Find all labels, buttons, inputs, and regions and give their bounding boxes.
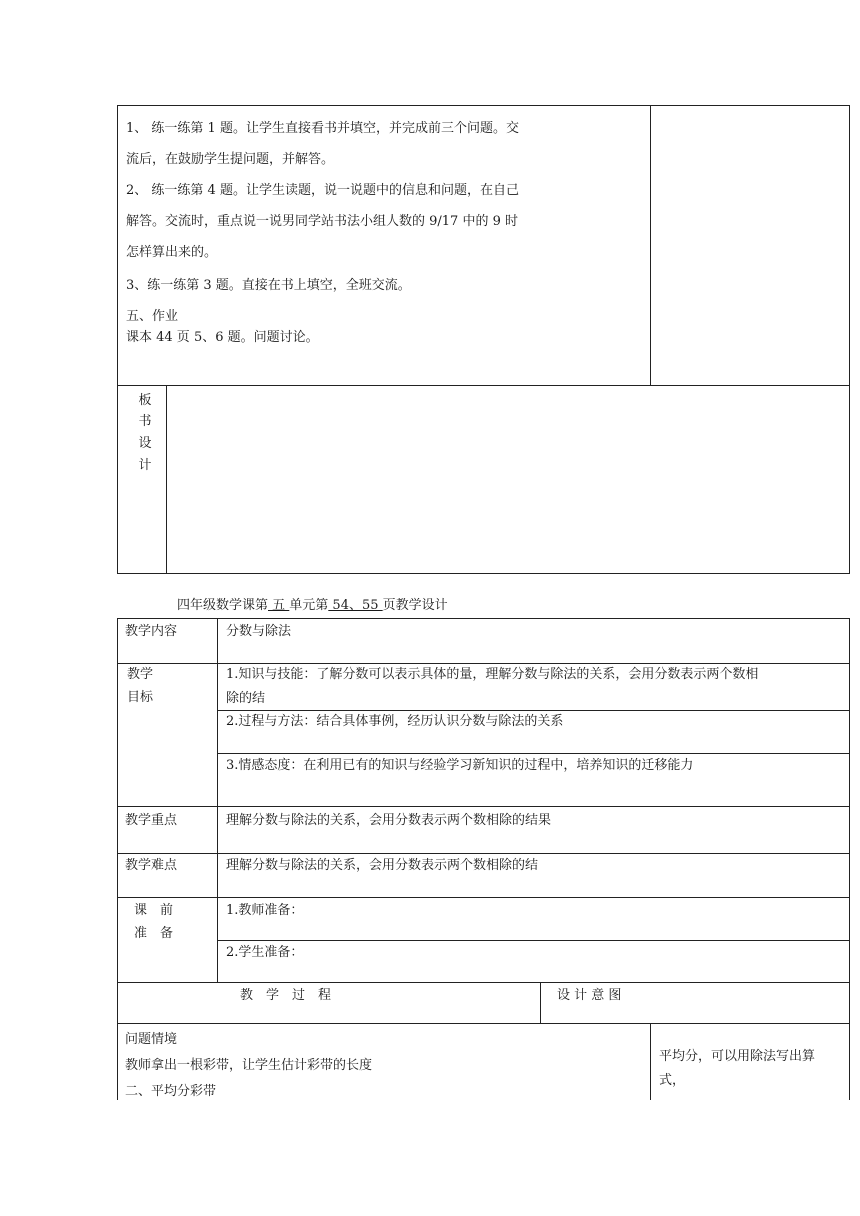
row-line xyxy=(117,897,850,898)
process-line: 教师拿出一根彩带，让学生估计彩带的长度 xyxy=(125,1058,373,1073)
board-label-char: 计 xyxy=(138,458,152,473)
column-line xyxy=(217,618,218,982)
prep-teacher: 1.教师准备： xyxy=(226,903,304,918)
heading-unit: 五 xyxy=(268,598,290,613)
heading-prefix: 四年级数学课第 xyxy=(177,598,269,613)
homework-text: 课本 44 页 5、6 题。问题讨论。 xyxy=(126,330,319,345)
exercise-line: 1、 练一练第 1 题。让学生直接看书并填空，并完成前三个问题。交 xyxy=(126,121,519,136)
prep-label: 准 备 xyxy=(134,926,174,941)
goal-knowledge-cont: 除的结 xyxy=(226,691,266,706)
board-label-char: 书 xyxy=(138,414,152,429)
row-line xyxy=(117,982,850,983)
row-line xyxy=(117,806,850,807)
row-line xyxy=(117,663,850,664)
lesson-heading xyxy=(177,598,448,614)
goal-knowledge: 1.知识与技能：了解分数可以表示具体的量，理解分数与除法的关系，会用分数表示两个数相 xyxy=(226,667,759,682)
exercise-line: 怎样算出来的。 xyxy=(126,245,218,260)
board-label-divider xyxy=(166,385,167,574)
row-line xyxy=(117,1023,850,1024)
top-intent-divider xyxy=(650,105,651,386)
board-label-char: 板 xyxy=(138,393,152,408)
row-line xyxy=(117,853,850,854)
homework-heading: 五、作业 xyxy=(126,309,179,324)
heading-middle: 单元第 xyxy=(289,598,329,613)
exercise-line: 2、 练一练第 4 题。让学生读题，说一说题中的信息和问题，在自己 xyxy=(126,183,519,198)
prep-label: 课 前 xyxy=(134,903,174,918)
row-line xyxy=(217,940,850,941)
exercise-line: 流后，在鼓励学生提问题，并解答。 xyxy=(126,152,335,167)
process-line: 二、平均分彩带 xyxy=(125,1084,217,1099)
key-point-label: 教学重点 xyxy=(125,813,178,828)
row-line xyxy=(117,618,850,619)
exercise-line: 解答。交流时，重点说一说男同学站书法小组人数的 9/17 中的 9 时 xyxy=(126,214,518,229)
intent-text: 式， xyxy=(659,1073,686,1088)
difficulty-value: 理解分数与除法的关系，会用分数表示两个数相除的结 xyxy=(226,858,539,873)
goals-label: 目标 xyxy=(127,690,154,705)
content-label: 教学内容 xyxy=(125,624,178,639)
process-line: 问题情境 xyxy=(125,1032,178,1047)
goal-process: 2.过程与方法：结合具体事例，经历认识分数与除法的关系 xyxy=(226,714,564,729)
column-line xyxy=(540,982,541,1023)
intent-header: 设 计 意 图 xyxy=(557,988,622,1003)
exercise-line: 3、练一练第 3 题。直接在书上填空，全班交流。 xyxy=(126,278,411,293)
column-line xyxy=(849,618,850,1100)
board-label-char: 设 xyxy=(138,436,152,451)
row-line xyxy=(217,753,850,754)
column-line xyxy=(117,618,118,1100)
heading-pages: 54、55 xyxy=(328,598,383,613)
goals-label: 教学 xyxy=(127,667,154,682)
process-header: 教 学 过 程 xyxy=(240,988,332,1003)
intent-text: 平均分，可以用除法写出算 xyxy=(659,1049,816,1064)
goal-attitude: 3.情感态度：在利用已有的知识与经验学习新知识的过程中，培养知识的迁移能力 xyxy=(226,758,694,773)
key-point-value: 理解分数与除法的关系，会用分数表示两个数相除的结果 xyxy=(226,813,552,828)
board-row-divider xyxy=(117,385,850,386)
prep-student: 2.学生准备： xyxy=(226,945,304,960)
content-value: 分数与除法 xyxy=(226,624,292,639)
heading-suffix: 页教学设计 xyxy=(382,598,448,613)
difficulty-label: 教学难点 xyxy=(125,858,178,873)
row-line xyxy=(217,710,850,711)
column-line xyxy=(650,1023,651,1100)
